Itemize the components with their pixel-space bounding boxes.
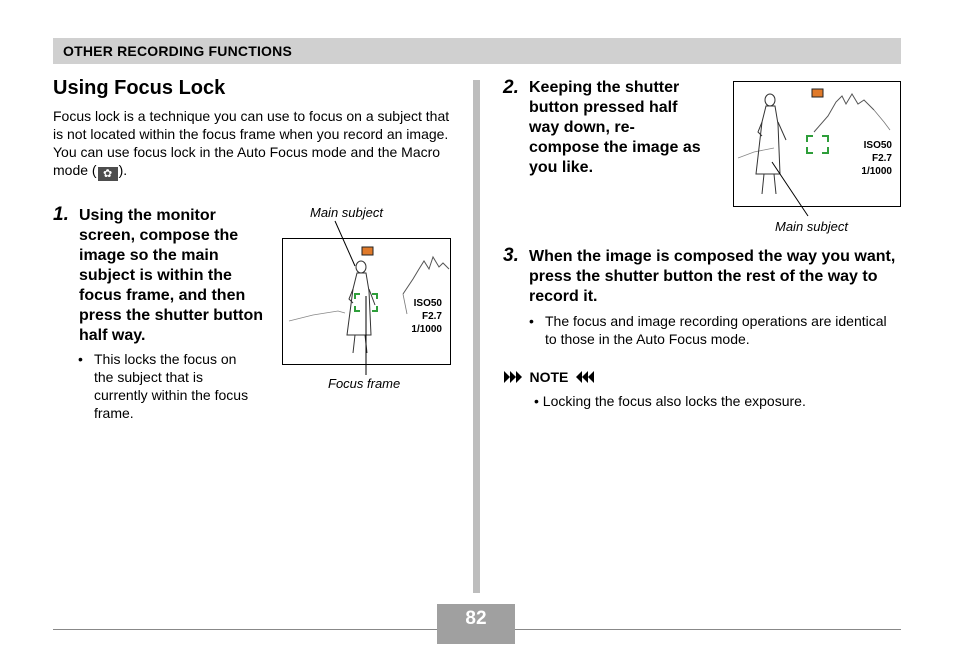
page-number: 82 xyxy=(465,608,487,629)
callout-line-2 xyxy=(760,160,820,220)
note-text: Locking the focus also locks the exposure. xyxy=(542,393,806,409)
note-arrows-right-icon xyxy=(573,370,595,384)
step-1-bullet: • This locks the focus on the subject that is currently within the focus frame. xyxy=(78,350,258,422)
intro-text-end: ). xyxy=(118,162,128,178)
step-1-bullet-text: This locks the focus on the subject that is currently within the focus frame. xyxy=(94,351,249,421)
note-bullet: • Locking the focus also locks the exposure. xyxy=(534,393,806,409)
intro-paragraph xyxy=(53,107,463,181)
step-3-bullet: • The focus and image recording operations are identical to those in the Auto Focus mode. xyxy=(529,312,899,348)
aperture-readout: F2.7 xyxy=(421,311,442,322)
callout-lines-1 xyxy=(330,218,390,378)
column-divider xyxy=(473,80,480,593)
note-label: NOTE xyxy=(529,369,569,385)
page-title: Using Focus Lock xyxy=(53,77,226,99)
shutter-readout: 1/1000 xyxy=(861,166,892,177)
step-2-text: Keeping the shutter button pressed half way down, re-compose the image as you like. xyxy=(529,79,701,176)
section-header-text: OTHER RECORDING FUNCTIONS xyxy=(63,43,292,59)
camera-settings-readout-2 xyxy=(861,139,892,178)
note-arrows-left-icon xyxy=(503,370,525,384)
section-header xyxy=(53,38,901,64)
page-number-box xyxy=(437,604,515,644)
step-3-text: When the image is composed the way you want, press the shutter button the rest of the way to record it. xyxy=(529,248,896,305)
step-3-bullet-text: The focus and image recording operations are identical to those in the Auto Focus mode. xyxy=(545,313,887,347)
macro-mode-icon: ✿ xyxy=(98,167,118,181)
main-subject-caption: Main subject xyxy=(310,205,383,220)
step-1-number: 1. xyxy=(53,204,69,225)
aperture-readout: F2.7 xyxy=(871,153,892,164)
iso-readout: ISO50 xyxy=(863,140,892,151)
step-2-number: 2. xyxy=(503,77,519,98)
camera-settings-readout-1 xyxy=(411,297,442,336)
note-heading xyxy=(503,369,595,387)
main-subject-caption-2: Main subject xyxy=(775,219,848,234)
shutter-readout: 1/1000 xyxy=(411,324,442,335)
focus-frame-caption: Focus frame xyxy=(328,376,401,391)
iso-readout: ISO50 xyxy=(413,298,442,309)
step-3-number: 3. xyxy=(503,245,519,266)
step-1-text: Using the monitor screen, compose the image so the main subject is within the focus frame, and then press the shutter button half way. xyxy=(79,207,264,344)
intro-text: Focus lock is a technique you can use to focus on a subject that is not located within the focus frame when you record an image. You can use focus lock in the Auto Focus mode and the Macro mode ( xyxy=(53,108,450,178)
